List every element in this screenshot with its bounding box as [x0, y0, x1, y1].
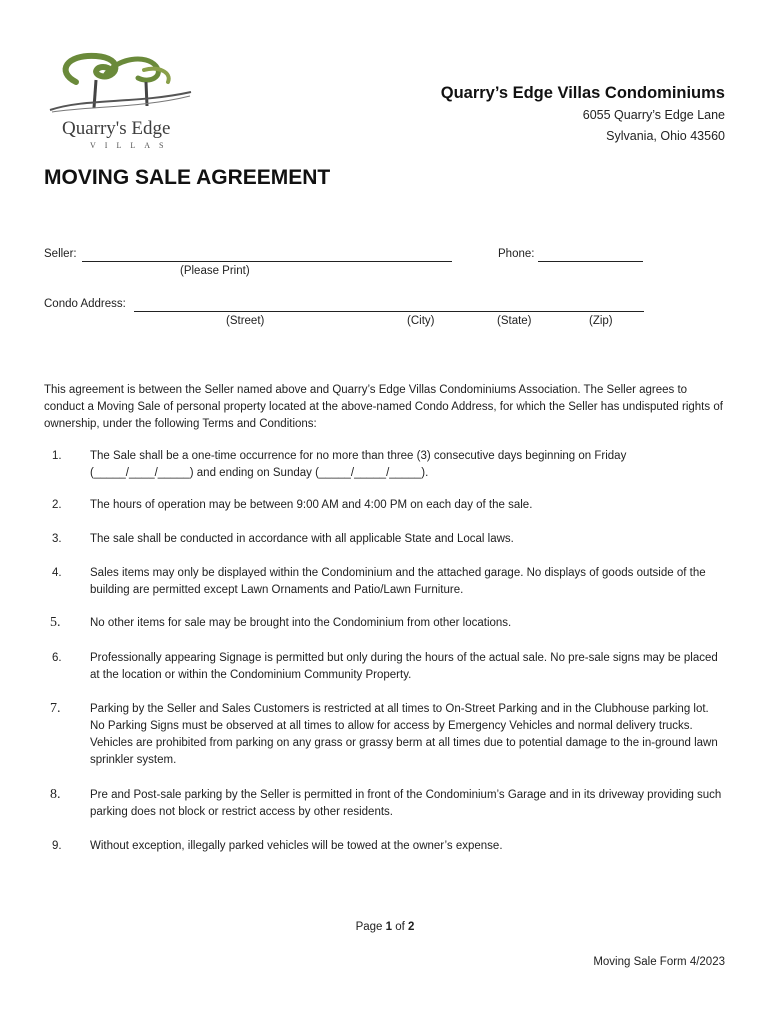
city-hint: (City) [407, 315, 435, 327]
condo-address-label: Condo Address: [44, 298, 126, 310]
logo-wordmark: Quarry's Edge [62, 118, 171, 139]
document-title: MOVING SALE AGREEMENT [44, 166, 331, 189]
page-total: 2 [408, 921, 415, 933]
zip-hint: (Zip) [589, 315, 613, 327]
seller-label: Seller: [44, 248, 77, 260]
community-logo [46, 52, 196, 160]
term-number: 4. [52, 567, 62, 579]
phone-label: Phone: [498, 248, 535, 260]
term-number: 7. [50, 701, 61, 716]
term-number: 1. [52, 450, 62, 462]
intro-paragraph: This agreement is between the Seller named above and Quarry’s Edge Villas Condominiums Association. The Seller agrees to conduct a Moving Sale of personal property located at the above-named Condo Address, for which the Seller has undisputed rights of ownership, under the following Terms and Conditions: [44, 384, 723, 430]
term-text: The sale shall be conducted in accordance with all applicable State and Local laws. [90, 533, 514, 545]
term-number: 2. [52, 499, 62, 511]
term-text: The hours of operation may be between 9:00 AM and 4:00 PM on each day of the sale. [90, 499, 533, 511]
term-text: Pre and Post-sale parking by the Seller is permitted in front of the Condominium’s Garage and in its driveway providing such parking does not block or restrict access by other residents. [90, 789, 722, 818]
phone-field[interactable] [538, 261, 643, 262]
term-text: Without exception, illegally parked vehicles will be towed at the owner’s expense. [90, 840, 503, 852]
page-word: Page [355, 921, 383, 933]
term-number: 5. [50, 615, 61, 630]
address-city: Sylvania, Ohio 43560 [606, 129, 725, 143]
page-current: 1 [385, 921, 393, 933]
term-text: Sales items may only be displayed within the Condominium and the attached garage. No displays of goods outside of the building are permitted except Lawn Ornaments and Patio/Lawn Furniture. [90, 567, 706, 596]
term-text: Professionally appearing Signage is permitted but only during the hours of the actual sale. No pre-sale signs may be placed at the location or within the Condominium Community Property. [90, 652, 718, 681]
term-number: 8. [50, 787, 61, 802]
term-text: Parking by the Seller and Sales Customers is restricted at all times to On-Street Parking and in the Clubhouse parking lot. No Parking Signs must be observed at all times to allow for access by Emergency Vehicles and normal delivery trucks. Vehicles are prohibited from parking on any grass or grassy berm at all times due to potential damage to the in-ground lawn sprinkler system. [90, 703, 718, 766]
term-text: No other items for sale may be brought into the Condominium from other locations. [90, 617, 512, 629]
term-text: The Sale shall be a one-time occurrence for no more than three (3) consecutive days beginning on Friday (_____/____/_____) and ending on Sunday (_____/_____/_____). [90, 450, 627, 479]
state-hint: (State) [497, 315, 532, 327]
street-hint: (Street) [226, 315, 265, 327]
organization-name: Quarry’s Edge Villas Condominiums [440, 84, 725, 102]
page-indicator [0, 921, 770, 933]
condo-address-field[interactable] [134, 311, 644, 312]
form-identifier: Moving Sale Form 4/2023 [593, 956, 725, 968]
term-number: 9. [52, 840, 62, 852]
seller-field[interactable] [82, 261, 452, 262]
tree-swirl-icon [46, 52, 196, 118]
page-of: of [395, 921, 405, 933]
term-number: 3. [52, 533, 62, 545]
address-street: 6055 Quarry’s Edge Lane [582, 108, 725, 122]
seller-hint: (Please Print) [180, 265, 250, 277]
term-number: 6. [52, 652, 62, 664]
logo-subtitle: VILLAS [90, 141, 173, 150]
